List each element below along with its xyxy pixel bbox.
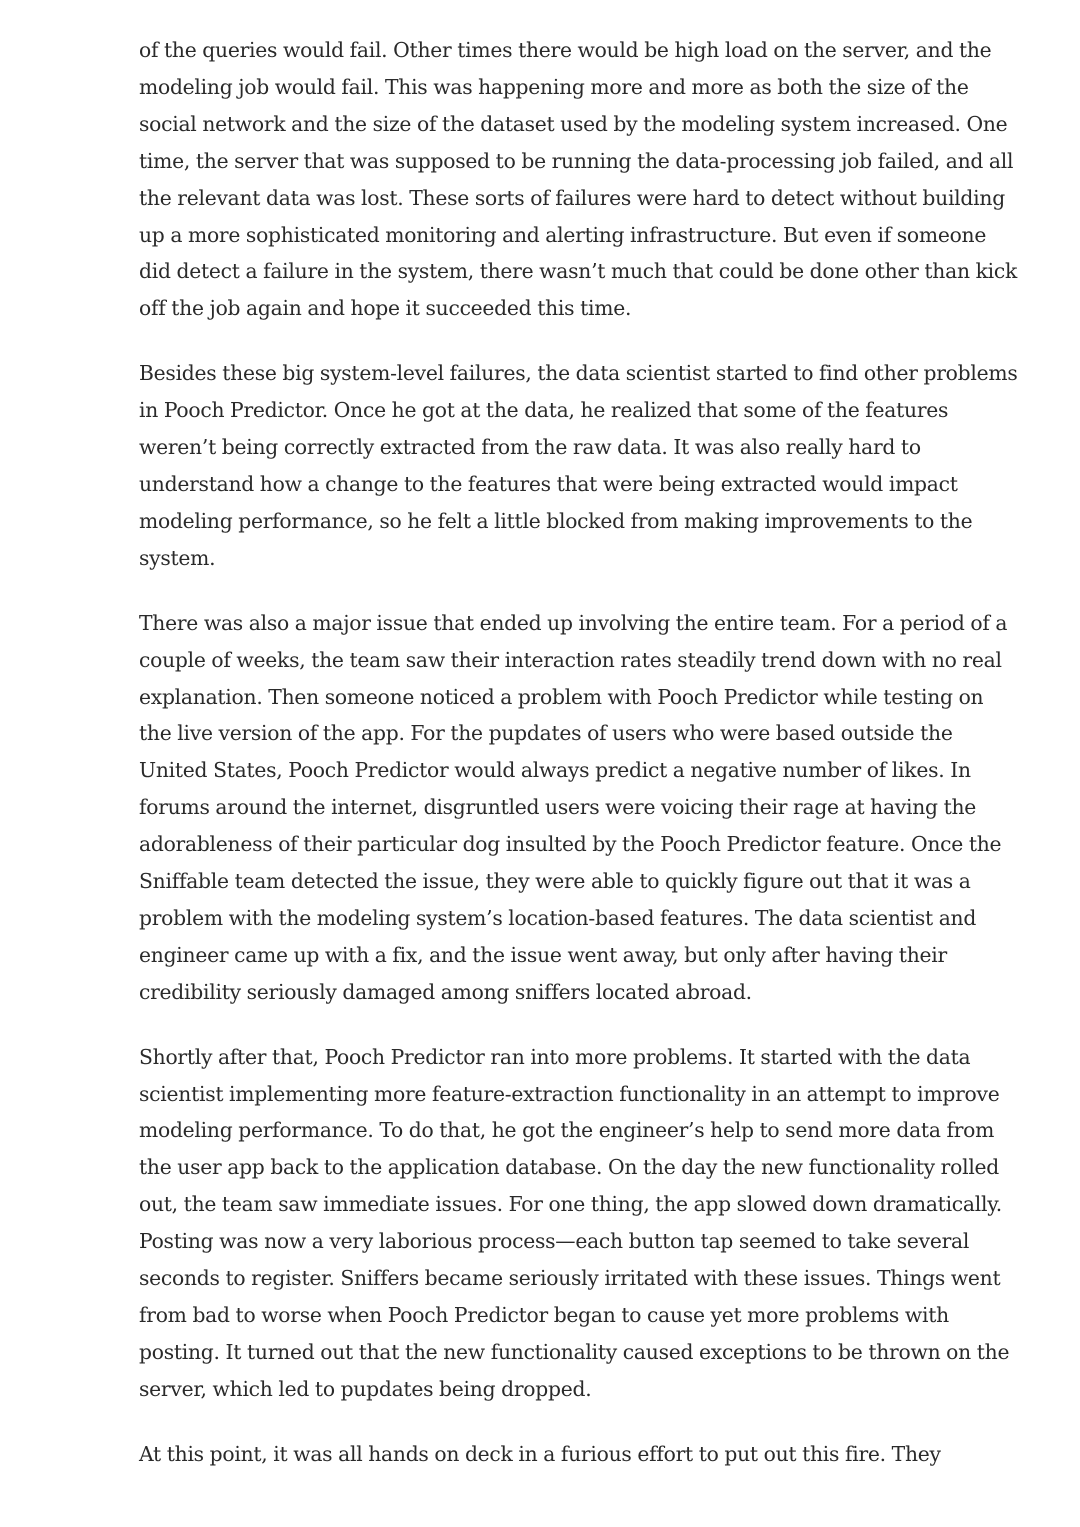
text-line: did detect a failure in the system, there wasn’t much that could be done other than kick xyxy=(139,259,1017,284)
paragraph-5 xyxy=(139,1436,1015,1473)
text-line: in Pooch Predictor. Once he got at the data, he realized that some of the features xyxy=(139,398,949,423)
document-page xyxy=(139,32,1018,1501)
text-line: system. xyxy=(139,545,216,570)
text-line: modeling performance, so he felt a little blocked from making improvements to the xyxy=(139,508,973,533)
text-line: seconds to register. Sniffers became seriously irritated with these issues. Things went xyxy=(139,1266,1001,1291)
text-line: the live version of the app. For the pupdates of users who were based outside the xyxy=(139,721,953,746)
text-line: forums around the internet, disgruntled users were voicing their rage at having the xyxy=(139,795,977,820)
text-line: understand how a change to the features that were being extracted would impact xyxy=(139,471,958,496)
text-line: Posting was now a very laborious process—each button tap seemed to take several xyxy=(139,1229,970,1254)
paragraph-3 xyxy=(139,605,1015,1011)
text-line: weren’t being correctly extracted from the raw data. It was also really hard to xyxy=(139,435,921,460)
text-line: modeling job would fail. This was happening more and more as both the size of the xyxy=(139,74,969,99)
text-line: the user app back to the application database. On the day the new functionality rolled xyxy=(139,1155,1000,1180)
text-line: off the job again and hope it succeeded this time. xyxy=(139,296,632,321)
text-line: adorableness of their particular dog insulted by the Pooch Predictor feature. Once the xyxy=(139,832,1002,857)
text-line: posting. It turned out that the new functionality caused exceptions to be thrown on the xyxy=(139,1339,1010,1364)
text-line: of the queries would fail. Other times there would be high load on the server, and the xyxy=(139,38,992,62)
text-line: Sniffable team detected the issue, they were able to quickly figure out that it was a xyxy=(139,869,971,894)
text-line: scientist implementing more feature-extraction functionality in an attempt to improve xyxy=(139,1081,1000,1106)
text-line: United States, Pooch Predictor would always predict a negative number of likes. In xyxy=(139,758,971,783)
text-line: Besides these big system-level failures, the data scientist started to find other problems xyxy=(139,361,1018,386)
text-line: couple of weeks, the team saw their interaction rates steadily trend down with no real xyxy=(139,647,1002,672)
text-line: time, the server that was supposed to be running the data-processing job failed, and all xyxy=(139,148,1014,173)
text-line: problem with the modeling system’s location-based features. The data scientist and xyxy=(139,905,977,930)
text-line: up a more sophisticated monitoring and alerting infrastructure. But even if someone xyxy=(139,222,987,247)
paragraph-4 xyxy=(139,1039,1015,1408)
paragraph-1 xyxy=(139,32,1015,327)
text-line: from bad to worse when Pooch Predictor began to cause yet more problems with xyxy=(139,1303,949,1327)
text-line: modeling performance. To do that, he got the engineer’s help to send more data from xyxy=(139,1118,995,1143)
text-line: server, which led to pupdates being dropped. xyxy=(139,1376,592,1401)
paragraph-2 xyxy=(139,355,1018,576)
text-line: engineer came up with a fix, and the issue went away, but only after having their xyxy=(139,942,947,967)
text-line: out, the team saw immediate issues. For one thing, the app slowed down dramatically. xyxy=(139,1192,1002,1217)
text-line: credibility seriously damaged among sniffers located abroad. xyxy=(139,979,752,1004)
text-line: There was also a major issue that ended up involving the entire team. For a period of a xyxy=(139,610,1008,635)
text-line: Shortly after that, Pooch Predictor ran into more problems. It started with the data xyxy=(139,1044,971,1069)
text-line: social network and the size of the dataset used by the modeling system increased. One xyxy=(139,111,1008,136)
text-line: At this point, it was all hands on deck in a furious effort to put out this fire. They xyxy=(139,1441,941,1466)
text-line: explanation. Then someone noticed a problem with Pooch Predictor while testing on xyxy=(139,684,984,709)
text-line: the relevant data was lost. These sorts of failures were hard to detect without building xyxy=(139,185,1005,210)
